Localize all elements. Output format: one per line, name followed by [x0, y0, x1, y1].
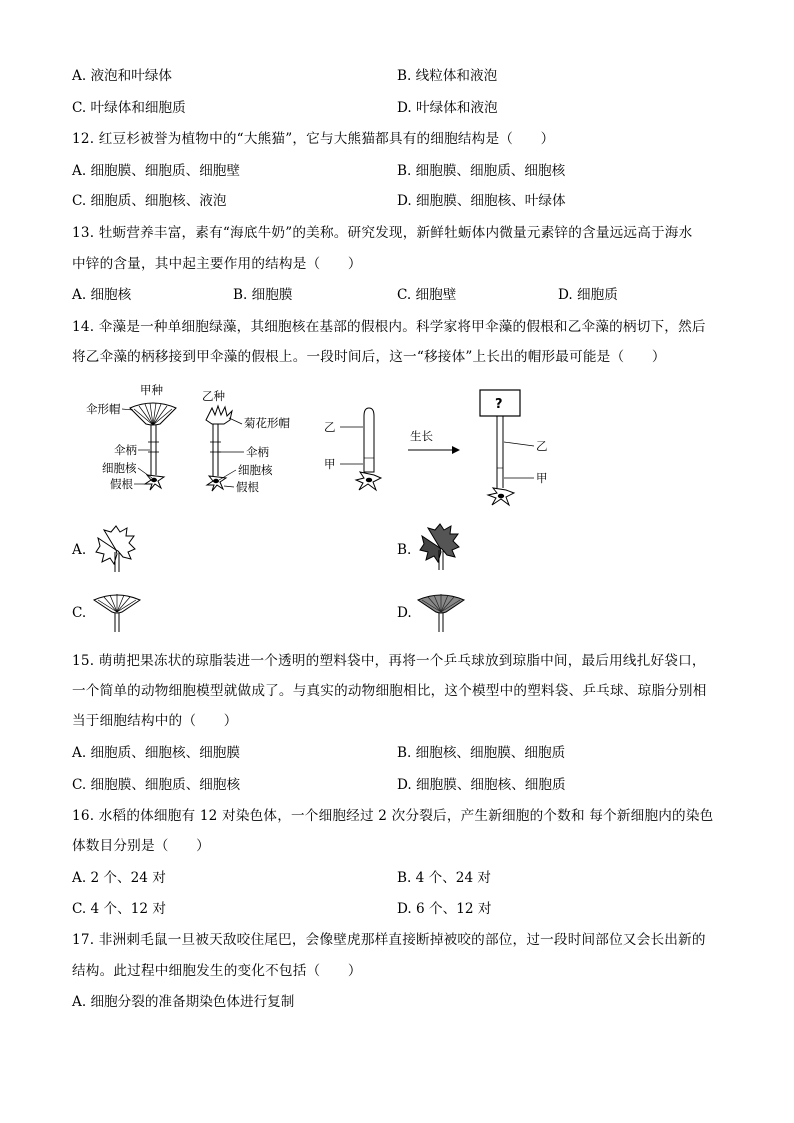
stalk-label-a: 伞柄 — [114, 443, 137, 457]
q12-option-c: C. 细胞质、细胞核、液泡 — [72, 193, 227, 209]
q16-option-d: D. 6 个、12 对 — [397, 901, 492, 917]
q15-option-c: C. 细胞膜、细胞质、细胞核 — [72, 777, 241, 793]
option-a-chrysanthemum-cap-icon — [94, 524, 138, 574]
q14-figure — [0, 380, 794, 520]
growth-arrow — [408, 429, 460, 454]
q13-option-c: C. 细胞壁 — [397, 287, 457, 303]
q11-option-a: A. 液泡和叶绿体 — [72, 68, 173, 84]
q15-stem-line3: 当于细胞结构中的（ ） — [72, 713, 238, 729]
q16-option-a: A. 2 个、24 对 — [72, 870, 166, 886]
q17-stem-line2: 结构。此过程中细胞发生的变化不包括（ ） — [72, 963, 362, 979]
grown-label-jia: 甲 — [536, 471, 548, 485]
grow-label: 生长 — [410, 429, 433, 443]
rhizoid-label-b: 假根 — [236, 480, 259, 494]
grown-graft-diagram — [480, 390, 548, 505]
rhizoid-label-a: 假根 — [110, 477, 133, 491]
q13-stem-line2: 中锌的含量，其中起主要作用的结构是（ ） — [72, 256, 362, 272]
q15-option-d: D. 细胞膜、细胞核、细胞质 — [397, 777, 566, 793]
q13-option-a: A. 细胞核 — [72, 287, 132, 303]
q11-option-d: D. 叶绿体和液泡 — [397, 100, 498, 116]
stalk-label-b: 伞柄 — [246, 445, 269, 459]
q12-option-b: B. 细胞膜、细胞质、细胞核 — [397, 163, 566, 179]
umbrella-cap-label: 伞形帽 — [86, 402, 121, 416]
grown-label-yi: 乙 — [536, 439, 548, 453]
chrysanthemum-cap-label: 菊花形帽 — [244, 416, 290, 430]
q15-option-b: B. 细胞核、细胞膜、细胞质 — [397, 745, 566, 761]
q16-stem-line1: 16. 水稻的体细胞有 12 对染色体，一个细胞经过 2 次分裂后，产生新细胞的个数和 每个新细胞内的染色 — [72, 808, 714, 824]
q14-stem-line2: 将乙伞藻的柄移接到甲伞藻的假根上。一段时间后，这一“移接体”上长出的帽形最可能是（ ） — [72, 349, 666, 365]
q12-option-a: A. 细胞膜、细胞质、细胞壁 — [72, 163, 240, 179]
q14-option-d: D. — [397, 605, 412, 621]
q14-stem-line1: 14. 伞藻是一种单细胞绿藻，其细胞核在基部的假根内。科学家将甲伞藻的假根和乙伞藻的柄切下，然后 — [72, 319, 706, 335]
nucleus-label-b: 细胞核 — [238, 463, 273, 477]
species-b-diagram — [202, 389, 290, 494]
q13-option-b: B. 细胞膜 — [233, 287, 293, 303]
q12-option-d: D. 细胞膜、细胞核、叶绿体 — [397, 193, 566, 209]
q11-option-b: B. 线粒体和液泡 — [397, 68, 498, 84]
graft-label-yi: 乙 — [324, 420, 336, 434]
q13-option-d: D. 细胞质 — [558, 287, 618, 303]
q16-option-c: C. 4 个、12 对 — [72, 901, 166, 917]
question-mark: ? — [495, 397, 503, 412]
q14-option-b: B. — [397, 542, 412, 558]
q16-stem-line2: 体数目分别是（ ） — [72, 838, 210, 854]
graft-label-jia: 甲 — [324, 457, 336, 471]
q11-option-c: C. 叶绿体和细胞质 — [72, 100, 186, 116]
species-a-label: 甲种 — [140, 383, 163, 397]
q16-option-b: B. 4 个、24 对 — [397, 870, 492, 886]
q15-stem-line1: 15. 萌萌把果冻状的琼脂装进一个透明的塑料袋中，再将一个乒乓球放到琼脂中间，最后用线扎好袋口， — [72, 653, 706, 669]
q17-option-a: A. 细胞分裂的准备期染色体进行复制 — [72, 994, 295, 1010]
option-c-umbrella-cap-icon — [92, 590, 142, 634]
q14-option-c: C. — [72, 605, 87, 621]
option-b-dark-chrysanthemum-cap-icon — [418, 522, 462, 572]
q15-stem-line2: 一个简单的动物细胞模型就做成了。与真实的动物细胞相比，这个模型中的塑料袋、乒乓球、琼脂分别相 — [72, 683, 707, 699]
species-a-diagram — [86, 383, 176, 491]
q14-option-a: A. — [72, 542, 87, 558]
q17-stem-line1: 17. 非洲刺毛鼠一旦被天敌咬住尾巴，会像壁虎那样直接断掉被咬的部位，过一段时间部位又会长出新的 — [72, 932, 706, 948]
nucleus-label-a: 细胞核 — [102, 461, 137, 475]
q13-stem-line1: 13. 牡蛎营养丰富，素有“海底牛奶”的美称。研究发现，新鲜牡蛎体内微量元素锌的含量远远高于海水 — [72, 225, 693, 241]
q12-stem: 12. 红豆杉被誉为植物中的“大熊猫”，它与大熊猫都具有的细胞结构是（ ） — [72, 131, 555, 147]
option-d-dark-umbrella-cap-icon — [416, 590, 466, 634]
species-b-label: 乙种 — [202, 389, 225, 403]
q15-option-a: A. 细胞质、细胞核、细胞膜 — [72, 745, 240, 761]
graft-diagram — [324, 408, 381, 490]
